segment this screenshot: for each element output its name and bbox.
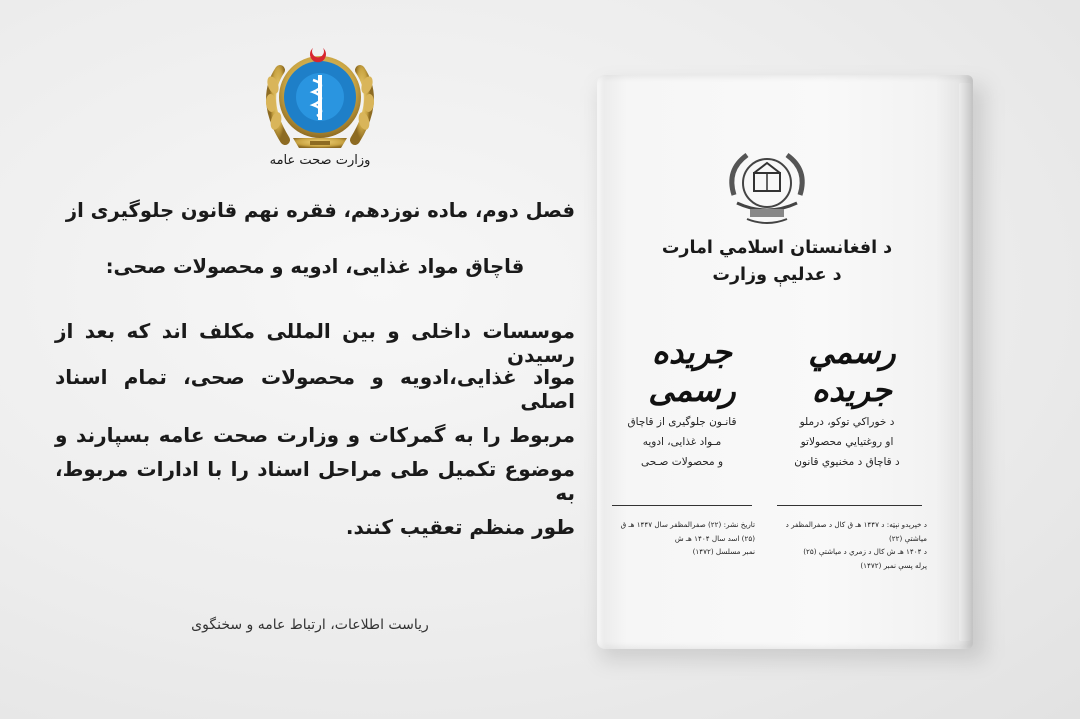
gazette-calligraphy-dari: جريده رسمی — [648, 333, 736, 409]
emirate-emblem-icon — [722, 145, 812, 227]
heading-line-2: قاچاق مواد غذایی، ادویه و محصولات صحی: — [105, 254, 525, 278]
gazette-title-line-2: د عدلیې وزارت — [712, 265, 842, 286]
book-spine — [959, 83, 971, 641]
article-body — [55, 320, 575, 550]
publication-meta-pashto — [775, 518, 927, 573]
divider — [612, 505, 752, 506]
gazette-title — [617, 235, 937, 289]
law-title-line: او روغتیايي محصولاتو — [800, 435, 894, 448]
meta-line: (۲۵) اسد سال ۱۴۰۴ هـ ش — [674, 533, 755, 543]
law-title-line: مـواد غذایی، ادویه — [642, 435, 722, 448]
law-title-line: د خوراکي توکو، درملو — [799, 416, 895, 428]
law-title-pashto — [777, 413, 917, 473]
publication-meta-dari — [615, 518, 755, 559]
heading-line-1: فصل دوم، ماده نوزدهم، فقره نهم قانون جلوگیری از — [65, 198, 575, 222]
meta-line: د خپرېدو نېټه: د ۱۴۴۷ هـ ق کال د صفرالمظفر د میاشتې (۲۲) — [785, 520, 927, 543]
meta-line: پرله پسې نمبر (۱۴۷۲) — [860, 561, 927, 571]
gazette-title-line-1: د افغانستان اسلامي امارت — [661, 238, 893, 258]
article-heading — [55, 183, 575, 295]
body-line: طور منظم تعقیب کنند. — [345, 515, 575, 539]
body-line: موسسات داخلی و بین المللی مکلف اند که بعد از رسیدن — [55, 319, 575, 367]
law-title-line: و محصولات صـحی — [640, 455, 724, 468]
official-gazette-book — [597, 75, 973, 649]
ministry-logo — [255, 40, 385, 155]
body-line: مواد غذایی،ادویه و محصولات صحی، تمام اسناد اصلی — [55, 365, 575, 413]
meta-line: نمبر مسلسل (۱۴۷۲) — [692, 547, 755, 557]
footer-credit: ریاست اطلاعات، ارتباط عامه و سخنگوی — [191, 617, 429, 633]
law-title-dari — [617, 413, 747, 473]
body-line: موضوع تکمیل طی مراحل اسناد را با ادارات مربوط، به — [55, 457, 575, 505]
meta-line: د ۱۴۰۴ هـ ش کال د زمري د میاشتې (۲۵) — [803, 547, 927, 557]
law-title-line: د قاچاق د مخنیوي قانون — [794, 455, 900, 468]
law-title-line: قانـون جلوگیری از قاچاق — [627, 416, 737, 428]
divider — [777, 505, 922, 506]
ministry-name: وزارت صحت عامه — [269, 153, 371, 168]
meta-line: تاریخ نشر: (۲۲) صفرالمظفر سال ۱۴۴۷ هـ ق — [620, 520, 755, 529]
gazette-calligraphy-pashto: رسمي جريده — [808, 333, 896, 409]
health-ministry-emblem-icon — [255, 40, 385, 155]
body-line: مربوط را به گمرکات و وزارت صحت عامه بسپارند و — [55, 423, 575, 447]
